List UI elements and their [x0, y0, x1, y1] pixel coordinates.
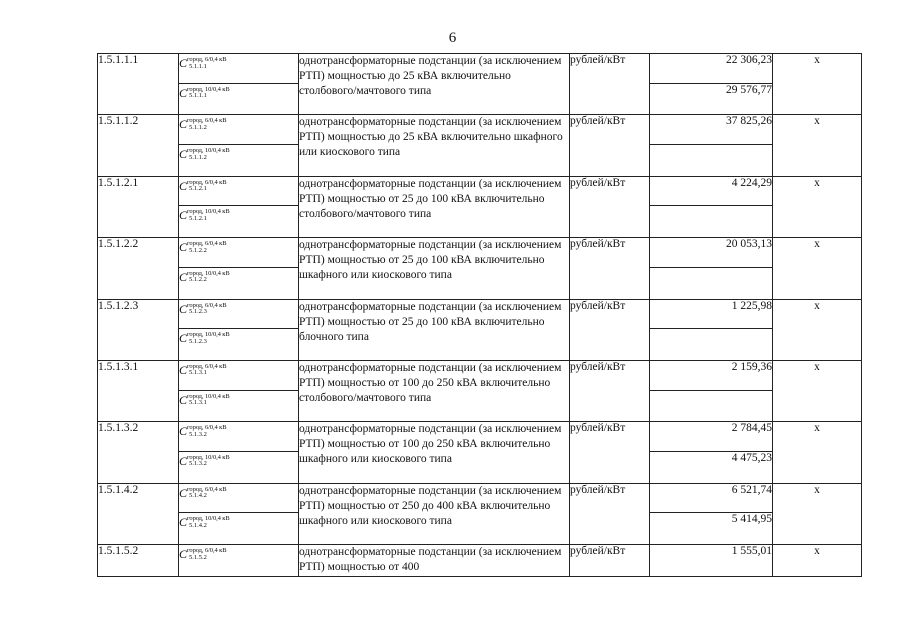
row-code: 1.5.1.2.1 — [98, 176, 179, 237]
row-mark: х — [773, 299, 862, 360]
formula — [179, 513, 230, 529]
formula — [179, 268, 230, 284]
formula-symbol: C — [179, 331, 188, 346]
row-code: 1.5.1.2.2 — [98, 238, 179, 299]
tariff-table — [97, 53, 862, 577]
formula-cell — [179, 390, 299, 422]
row-description: однотрансформаторные подстанции (за исключением РТП) мощностью от 25 до 100 кВА включительно столбового/мачтового типа — [299, 176, 570, 237]
formula — [179, 206, 230, 222]
formula-cell — [179, 422, 299, 452]
formula-cell — [179, 145, 299, 177]
formula-subscript: 5.1.1.1 — [189, 62, 207, 70]
formula-symbol: C — [179, 240, 188, 255]
formula-cell — [179, 329, 299, 361]
formula-superscript: город, 10/0,4 кВ — [187, 208, 230, 216]
formula-superscript: город, 10/0,4 кВ — [187, 515, 230, 523]
row-description: однотрансформаторные подстанции (за исключением РТП) мощностью от 400 — [299, 545, 570, 577]
formula-superscript: город, 10/0,4 кВ — [187, 85, 230, 93]
formula-cell — [179, 299, 299, 329]
formula — [179, 84, 230, 100]
formula — [179, 422, 226, 438]
formula-cell — [179, 238, 299, 268]
formula-cell — [179, 115, 299, 145]
table-row — [98, 483, 862, 513]
formula-cell — [179, 513, 299, 545]
formula-subscript: 5.1.3.1 — [189, 369, 207, 377]
table-row — [98, 422, 862, 452]
formula-symbol: C — [179, 547, 188, 561]
row-value-6kv: 2 784,45 — [650, 422, 773, 452]
formula-subscript: 5.1.1.2 — [189, 123, 207, 131]
formula-subscript: 5.1.2.3 — [189, 308, 207, 315]
row-mark: х — [773, 422, 862, 483]
table-row — [98, 360, 862, 390]
formula-symbol: C — [179, 301, 188, 316]
formula-cell — [179, 176, 299, 206]
row-mark: х — [773, 54, 862, 115]
formula-superscript: город, 6/0,4 кВ — [187, 547, 227, 554]
formula-superscript: город, 10/0,4 кВ — [187, 453, 230, 461]
formula-symbol: C — [179, 85, 188, 100]
row-mark: х — [773, 238, 862, 299]
row-description: однотрансформаторные подстанции (за исключением РТП) мощностью от 25 до 100 кВА включительно блочного типа — [299, 299, 570, 360]
row-value-6kv: 1 555,01 — [650, 545, 773, 577]
row-mark: х — [773, 545, 862, 577]
formula-subscript: 5.1.1.1 — [189, 92, 207, 100]
row-value-10kv — [650, 267, 773, 299]
formula-subscript: 5.1.4.2 — [189, 492, 207, 500]
formula-superscript: город, 6/0,4 кВ — [187, 56, 227, 63]
formula-subscript: 5.1.3.2 — [189, 460, 207, 468]
formula-cell — [179, 451, 299, 483]
row-value-10kv — [650, 145, 773, 177]
formula-superscript: город, 10/0,4 кВ — [187, 392, 230, 400]
formula-superscript: город, 6/0,4 кВ — [187, 362, 227, 370]
row-unit: рублей/кВт — [570, 422, 650, 483]
formula-subscript: 5.1.5.2 — [189, 553, 207, 561]
formula — [179, 238, 226, 254]
formula-subscript: 5.1.3.2 — [189, 430, 207, 438]
formula-subscript: 5.1.2.3 — [189, 337, 207, 345]
row-unit: рублей/кВт — [570, 545, 650, 577]
formula-subscript: 5.1.2.1 — [189, 185, 207, 193]
formula-symbol: C — [179, 392, 188, 407]
formula — [179, 54, 226, 70]
row-description: однотрансформаторные подстанции (за исключением РТП) мощностью от 250 до 400 кВА включительно шкафного или киоскового типа — [299, 483, 570, 544]
formula-superscript: город, 6/0,4 кВ — [187, 301, 227, 309]
formula-symbol: C — [179, 269, 188, 284]
formula-symbol: C — [179, 208, 188, 223]
formula — [179, 484, 226, 500]
row-description: однотрансформаторные подстанции (за исключением РТП) мощностью от 25 до 100 кВА включительно шкафного или киоскового типа — [299, 238, 570, 299]
row-description: однотрансформаторные подстанции (за исключением РТП) мощностью от 100 до 250 кВА включительно столбового/мачтового типа — [299, 360, 570, 421]
formula-symbol: C — [179, 178, 188, 193]
formula-superscript: город, 6/0,4 кВ — [187, 485, 227, 493]
row-unit: рублей/кВт — [570, 299, 650, 360]
row-code: 1.5.1.1.2 — [98, 115, 179, 176]
formula-superscript: город, 6/0,4 кВ — [187, 178, 227, 186]
row-value-10kv — [650, 206, 773, 238]
row-value-6kv: 20 053,13 — [650, 238, 773, 268]
table-row — [98, 238, 862, 268]
row-mark: х — [773, 115, 862, 176]
formula-subscript: 5.1.2.1 — [189, 214, 207, 222]
formula-symbol: C — [179, 424, 188, 439]
page-number: 6 — [448, 30, 457, 46]
tariff-table-body — [98, 54, 862, 577]
formula — [179, 391, 230, 407]
formula-superscript: город, 10/0,4 кВ — [187, 269, 230, 277]
formula-superscript: город, 6/0,4 кВ — [187, 117, 227, 125]
row-value-6kv: 1 225,98 — [650, 299, 773, 329]
row-unit: рублей/кВт — [570, 483, 650, 544]
formula-cell — [179, 267, 299, 299]
formula-cell — [179, 83, 299, 115]
row-value-10kv — [650, 329, 773, 361]
formula — [179, 329, 230, 345]
formula — [179, 177, 226, 193]
row-code: 1.5.1.5.2 — [98, 545, 179, 577]
formula — [179, 300, 226, 316]
row-value-10kv: 29 576,77 — [650, 83, 773, 115]
formula — [179, 361, 226, 377]
formula-subscript: 5.1.2.2 — [189, 276, 207, 284]
row-code: 1.5.1.2.3 — [98, 299, 179, 360]
row-unit: рублей/кВт — [570, 176, 650, 237]
row-mark: х — [773, 360, 862, 421]
row-unit: рублей/кВт — [570, 238, 650, 299]
row-code: 1.5.1.1.1 — [98, 54, 179, 115]
formula-superscript: город, 10/0,4 кВ — [187, 147, 230, 155]
formula-subscript: 5.1.3.1 — [189, 399, 207, 407]
formula-superscript: город, 10/0,4 кВ — [187, 331, 230, 339]
formula-symbol: C — [179, 147, 188, 162]
formula-subscript: 5.1.4.2 — [189, 521, 207, 529]
row-unit: рублей/кВт — [570, 115, 650, 176]
formula-cell — [179, 54, 299, 84]
formula-cell — [179, 483, 299, 513]
row-value-10kv: 4 475,23 — [650, 451, 773, 483]
formula — [179, 145, 230, 161]
row-mark: х — [773, 483, 862, 544]
row-value-6kv: 2 159,36 — [650, 360, 773, 390]
formula-cell — [179, 545, 299, 577]
formula — [179, 115, 226, 131]
row-unit: рублей/кВт — [570, 54, 650, 115]
table-row — [98, 299, 862, 329]
table-row — [98, 54, 862, 84]
formula-subscript: 5.1.1.2 — [189, 153, 207, 161]
formula-cell — [179, 206, 299, 238]
formula-symbol: C — [179, 362, 188, 377]
formula-symbol: C — [179, 56, 188, 70]
row-value-10kv: 5 414,95 — [650, 513, 773, 545]
formula-symbol: C — [179, 453, 188, 468]
table-row — [98, 545, 862, 577]
row-description: однотрансформаторные подстанции (за исключением РТП) мощностью до 25 кВА включительно шкафного или киоскового типа — [299, 115, 570, 176]
row-description: однотрансформаторные подстанции (за исключением РТП) мощностью до 25 кВА включительно столбового/мачтового типа — [299, 54, 570, 115]
formula-superscript: город, 6/0,4 кВ — [187, 424, 227, 432]
row-value-6kv: 37 825,26 — [650, 115, 773, 145]
formula-cell — [179, 360, 299, 390]
table-row — [98, 115, 862, 145]
table-row — [98, 176, 862, 206]
row-code: 1.5.1.3.2 — [98, 422, 179, 483]
row-value-6kv: 6 521,74 — [650, 483, 773, 513]
row-value-6kv: 22 306,23 — [650, 54, 773, 84]
row-value-6kv: 4 224,29 — [650, 176, 773, 206]
formula-symbol: C — [179, 117, 188, 132]
row-mark: х — [773, 176, 862, 237]
row-code: 1.5.1.3.1 — [98, 360, 179, 421]
row-description: однотрансформаторные подстанции (за исключением РТП) мощностью от 100 до 250 кВА включительно шкафного или киоскового типа — [299, 422, 570, 483]
formula-symbol: C — [179, 485, 188, 500]
formula — [179, 452, 230, 468]
row-code: 1.5.1.4.2 — [98, 483, 179, 544]
formula-subscript: 5.1.2.2 — [189, 246, 207, 254]
row-unit: рублей/кВт — [570, 360, 650, 421]
formula-superscript: город, 6/0,4 кВ — [187, 240, 227, 248]
formula — [179, 545, 226, 561]
row-value-10kv — [650, 390, 773, 422]
formula-symbol: C — [179, 515, 188, 530]
